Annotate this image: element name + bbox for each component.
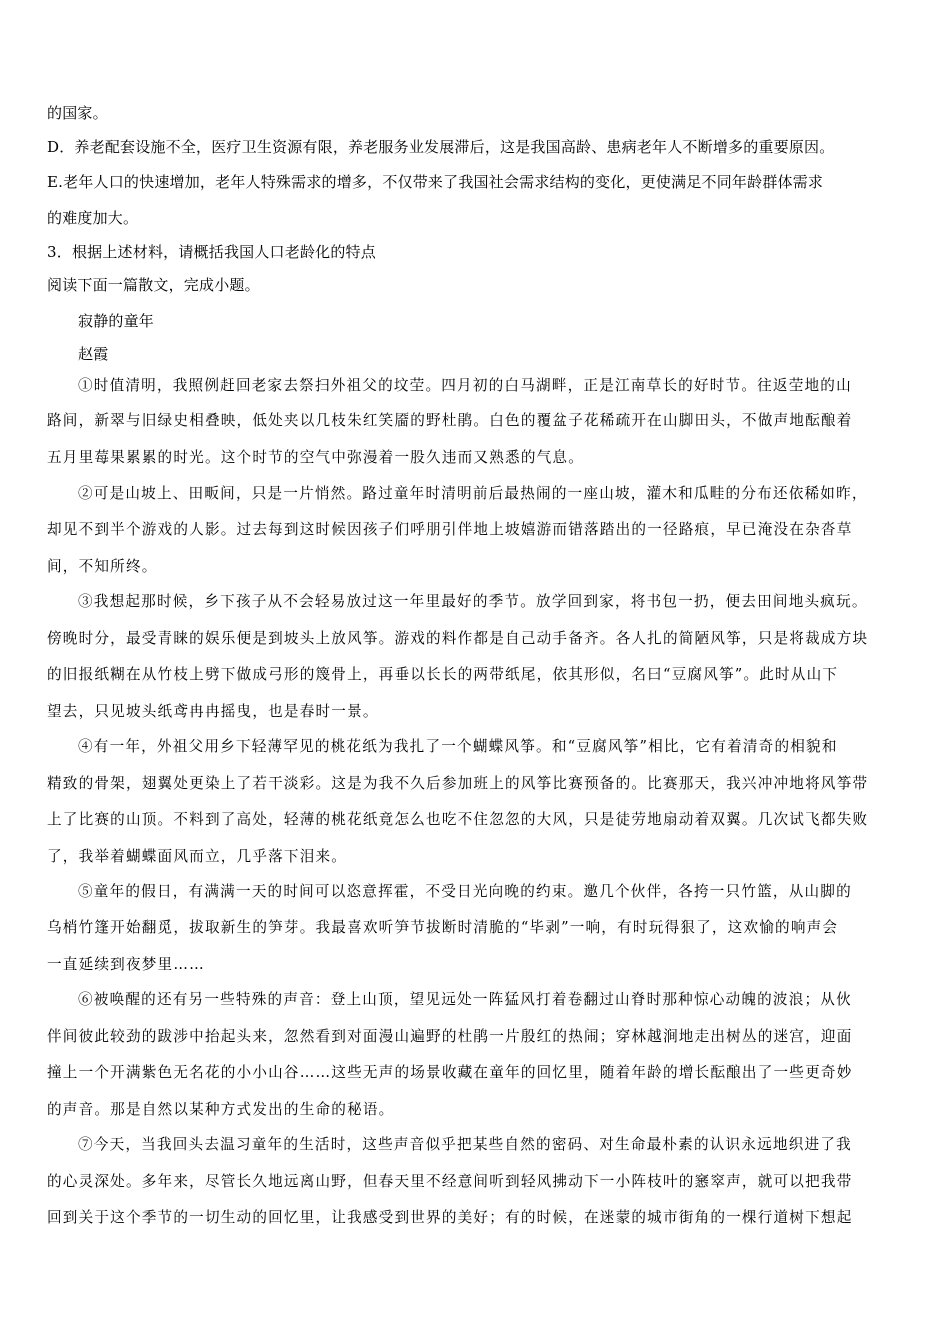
paragraph-1-line: ①时值清明，我照例赶回老家去祭扫外祖父的坟茔。四月初的白马湖畔，正是江南草长的好时节。往返茔地的山 (78, 377, 852, 394)
paragraph-3-line: 傍晚时分，最受青睐的娱乐便是到坡头上放风筝。游戏的料作都是自己动手备齐。各人扎的简陋风筝，只是将裁成方块 (47, 630, 869, 647)
paragraph-3-line: 望去，只见坡头纸鸢冉冉摇曳，也是春时一景。 (47, 703, 379, 720)
paragraph-4-line: ④有一年，外祖父用乡下轻薄罕见的桃花纸为我扎了一个蝴蝶风筝。和“豆腐风筝”相比，它有着清奇的相貌和 (78, 738, 838, 755)
paragraph-2-line: 却见不到半个游戏的人影。过去每到这时候因孩子们呼朋引伴地上坡嬉游而错落踏出的一径路痕，早已淹没在杂沓草 (47, 521, 853, 538)
paragraph-5-line: ⑤童年的假日，有满满一天的时间可以恣意挥霍，不受日光向晚的约束。邀几个伙伴，各挎一只竹篮，从山脚的 (78, 883, 852, 900)
paragraph-6-line: 的声音。那是自然以某种方式发出的生命的秘语。 (47, 1101, 395, 1118)
paragraph-1-line: 路间，新翠与旧绿史相叠映，低处夹以几枝朱红笑靥的野杜鹃。白色的覆盆子花稀疏开在山脚田头，不做声地酝酿着 (47, 412, 853, 429)
paragraph-7-line: 的心灵深处。多年来，尽管长久地远离山野，但春天里不经意间听到轻风拂动下一小阵枝叶的窸窣声，就可以把我带 (47, 1173, 853, 1190)
paragraph-5-line: 乌梢竹篷开始翻觅，拔取新生的笋芽。我最喜欢听笋节拔断时清脆的“毕剥”一响，有时玩得狠了，这欢愉的响声会 (47, 919, 839, 936)
paragraph-7-line: ⑦今天，当我回头去温习童年的生活时，这些声音似乎把某些自然的密码、对生命最朴素的认识永远地织进了我 (78, 1136, 852, 1153)
paragraph-2-line: ②可是山坡上、田畈间，只是一片悄然。路过童年时清明前后最热闹的一座山坡，灌木和瓜畦的分布还依稀如昨， (78, 485, 868, 502)
paragraph-4-line: 了，我举着蝴蝶面风而立，几乎落下泪来。 (47, 848, 348, 865)
text-line: 的国家。 (47, 104, 108, 122)
paragraph-4-line: 精致的骨架，翅翼处更染上了若干淡彩。这是为我不久后参加班上的风筝比赛预备的。比赛那天，我兴冲冲地将风筝带 (47, 775, 869, 792)
paragraph-6-line: ⑥被唤醒的还有另一些特殊的声音：登上山顶，望见远处一阵猛风打着卷翻过山脊时那种惊心动魄的波浪；从伙 (78, 991, 852, 1008)
paragraph-3-line: ③我想起那时候，乡下孩子从不会轻易放过这一年里最好的季节。放学回到家，将书包一扔，便去田间地头疯玩。 (78, 593, 868, 610)
paragraph-6-line: 撞上一个开满紫色无名花的小小山谷……这些无声的场景收藏在童年的回忆里，随着年龄的增长酝酿出了一些更奇妙 (47, 1064, 853, 1081)
paragraph-2-line: 间，不知所终。 (47, 558, 158, 575)
option-e: E.老年人口的快速增加，老年人特殊需求的增多，不仅带来了我国社会需求结构的变化，更使满足不同年龄群体需求 (47, 173, 824, 191)
paragraph-3-line: 的旧报纸糊在从竹枝上劈下做成弓形的篾骨上，再垂以长长的两带纸尾，依其形似，名曰“豆腐风筝”。此时从山下 (47, 666, 839, 683)
reading-instruction: 阅读下面一篇散文，完成小题。 (47, 276, 260, 294)
paragraph-4-line: 上了比赛的山顶。不料到了高处，轻薄的桃花纸竟怎么也吃不住忽忽的大风，只是徒劳地扇动着双翼。几次试飞都失败 (47, 811, 869, 828)
essay-author: 赵霞 (78, 345, 109, 363)
paragraph-6-line: 伴间彼此较劲的跋涉中抬起头来，忽然看到对面漫山遍野的杜鹃一片殷红的热闹；穿林越涧地走出树丛的迷宫，迎面 (47, 1028, 853, 1045)
essay-title: 寂静的童年 (78, 312, 155, 330)
paragraph-7-line: 回到关于这个季节的一切生动的回忆里，让我感受到世界的美好；有的时候，在迷蒙的城市街角的一棵行道树下想起 (47, 1209, 853, 1226)
text-line: 的难度加大。 (47, 209, 139, 227)
option-d: D．养老配套设施不全，医疗卫生资源有限，养老服务业发展滞后，这是我国高龄、患病老年人不断增多的重要原因。 (47, 138, 835, 156)
paragraph-5-line: 一直延续到夜梦里…… (47, 956, 205, 973)
paragraph-1-line: 五月里莓果累累的时光。这个时节的空气中弥漫着一股久违而又熟悉的气息。 (47, 449, 584, 466)
question-3: 3．根据上述材料，请概括我国人口老龄化的特点 (47, 243, 376, 261)
